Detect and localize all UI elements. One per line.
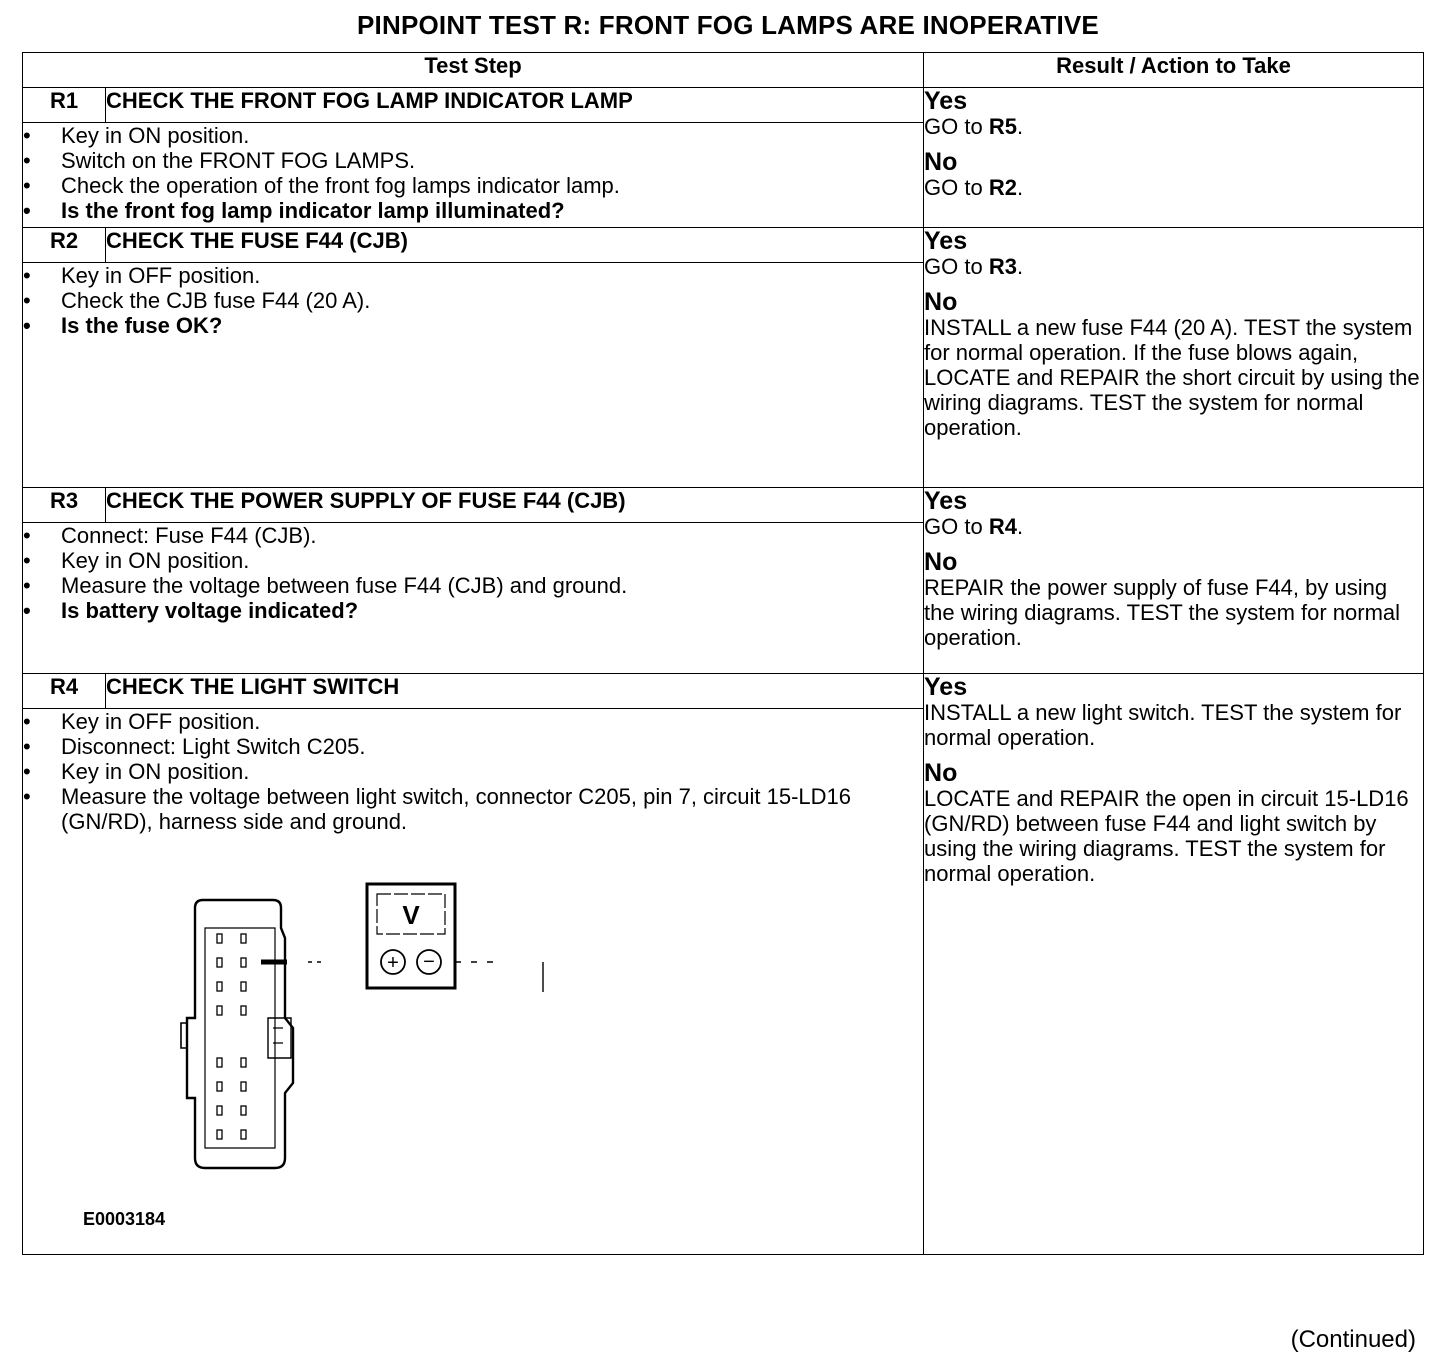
yes-action: GO to R5. <box>924 114 1024 139</box>
no-action: GO to R2. <box>924 175 1024 200</box>
plus-terminal: + <box>387 952 399 974</box>
step-r3-result <box>924 488 1424 674</box>
list-item: • Measure the voltage between light switch, connector C205, pin 7, circuit 15-LD16 (GN/RD), harness side and ground. <box>23 784 883 834</box>
step-question: • Is the fuse OK? <box>23 313 923 338</box>
minus-terminal: − <box>423 951 435 973</box>
step-id: R2 <box>23 228 106 263</box>
table-header-row <box>23 53 1424 88</box>
step-r3-instructions <box>23 523 924 674</box>
yes-action: GO to R4. <box>924 514 1024 539</box>
list-item: • Disconnect: Light Switch C205. <box>23 734 883 759</box>
list-item: • Connect: Fuse F44 (CJB). <box>23 523 923 548</box>
step-r3-title-row <box>23 488 1424 523</box>
yes-label: Yes <box>924 87 968 115</box>
step-r4-instructions <box>23 709 924 1255</box>
connector-diagram <box>23 834 883 1254</box>
list-item: • Check the operation of the front fog lamps indicator lamp. <box>23 173 923 198</box>
list-item: • Key in ON position. <box>23 123 923 148</box>
step-r1-result <box>924 88 1424 228</box>
list-item: • Key in ON position. <box>23 548 923 573</box>
step-id: R1 <box>23 88 106 123</box>
no-label: No <box>924 148 958 176</box>
list-item: • Check the CJB fuse F44 (20 A). <box>23 288 923 313</box>
step-r2-result <box>924 228 1424 488</box>
step-r4-result <box>924 674 1424 1255</box>
step-r1-instructions <box>23 123 924 228</box>
no-label: No <box>924 759 958 787</box>
header-test-step: Test Step <box>23 53 924 88</box>
yes-action: GO to R3. <box>924 254 1024 279</box>
connector-voltmeter-illustration <box>93 868 693 1198</box>
step-r1-title-row <box>23 88 1424 123</box>
image-code: E0003184 <box>83 1209 166 1229</box>
continued-label: (Continued) <box>1290 1326 1416 1353</box>
no-label: No <box>924 548 958 576</box>
yes-label: Yes <box>924 487 968 515</box>
header-result: Result / Action to Take <box>924 53 1424 88</box>
step-r4-title-row <box>23 674 1424 709</box>
step-title: CHECK THE POWER SUPPLY OF FUSE F44 (CJB) <box>106 488 924 523</box>
connector-pins <box>217 934 246 1139</box>
no-label: No <box>924 288 958 316</box>
no-action: INSTALL a new fuse F44 (20 A). TEST the system for normal operation. If the fuse blows again, LOCATE and REPAIR the short circuit by using the wiring diagrams. TEST the system for normal operation. <box>924 315 1420 440</box>
step-id: R4 <box>23 674 106 709</box>
step-title: CHECK THE LIGHT SWITCH <box>106 674 924 709</box>
list-item: • Key in ON position. <box>23 759 883 784</box>
step-question: • Is battery voltage indicated? <box>23 598 923 623</box>
yes-action: INSTALL a new light switch. TEST the system for normal operation. <box>924 700 1402 750</box>
yes-label: Yes <box>924 673 968 701</box>
page-title: PINPOINT TEST R: FRONT FOG LAMPS ARE INOPERATIVE <box>357 10 1099 40</box>
step-id: R3 <box>23 488 106 523</box>
step-r2-title-row <box>23 228 1424 263</box>
step-title: CHECK THE FUSE F44 (CJB) <box>106 228 924 263</box>
step-title: CHECK THE FRONT FOG LAMP INDICATOR LAMP <box>106 88 924 123</box>
meter-symbol: V <box>402 900 420 930</box>
list-item: • Switch on the FRONT FOG LAMPS. <box>23 148 923 173</box>
no-action: REPAIR the power supply of fuse F44, by using the wiring diagrams. TEST the system for normal operation. <box>924 575 1401 650</box>
list-item: • Key in OFF position. <box>23 709 883 734</box>
yes-label: Yes <box>924 227 968 255</box>
pinpoint-test-table <box>22 52 1424 1255</box>
list-item: • Measure the voltage between fuse F44 (CJB) and ground. <box>23 573 923 598</box>
list-item: • Key in OFF position. <box>23 263 923 288</box>
step-question: • Is the front fog lamp indicator lamp illuminated? <box>23 198 923 223</box>
step-r2-instructions <box>23 263 924 488</box>
no-action: LOCATE and REPAIR the open in circuit 15-LD16 (GN/RD) between fuse F44 and light switch by using the wiring diagrams. TEST the system for normal operation. <box>924 786 1409 886</box>
connector-c205-icon <box>181 900 293 1168</box>
voltmeter-icon <box>367 884 455 988</box>
